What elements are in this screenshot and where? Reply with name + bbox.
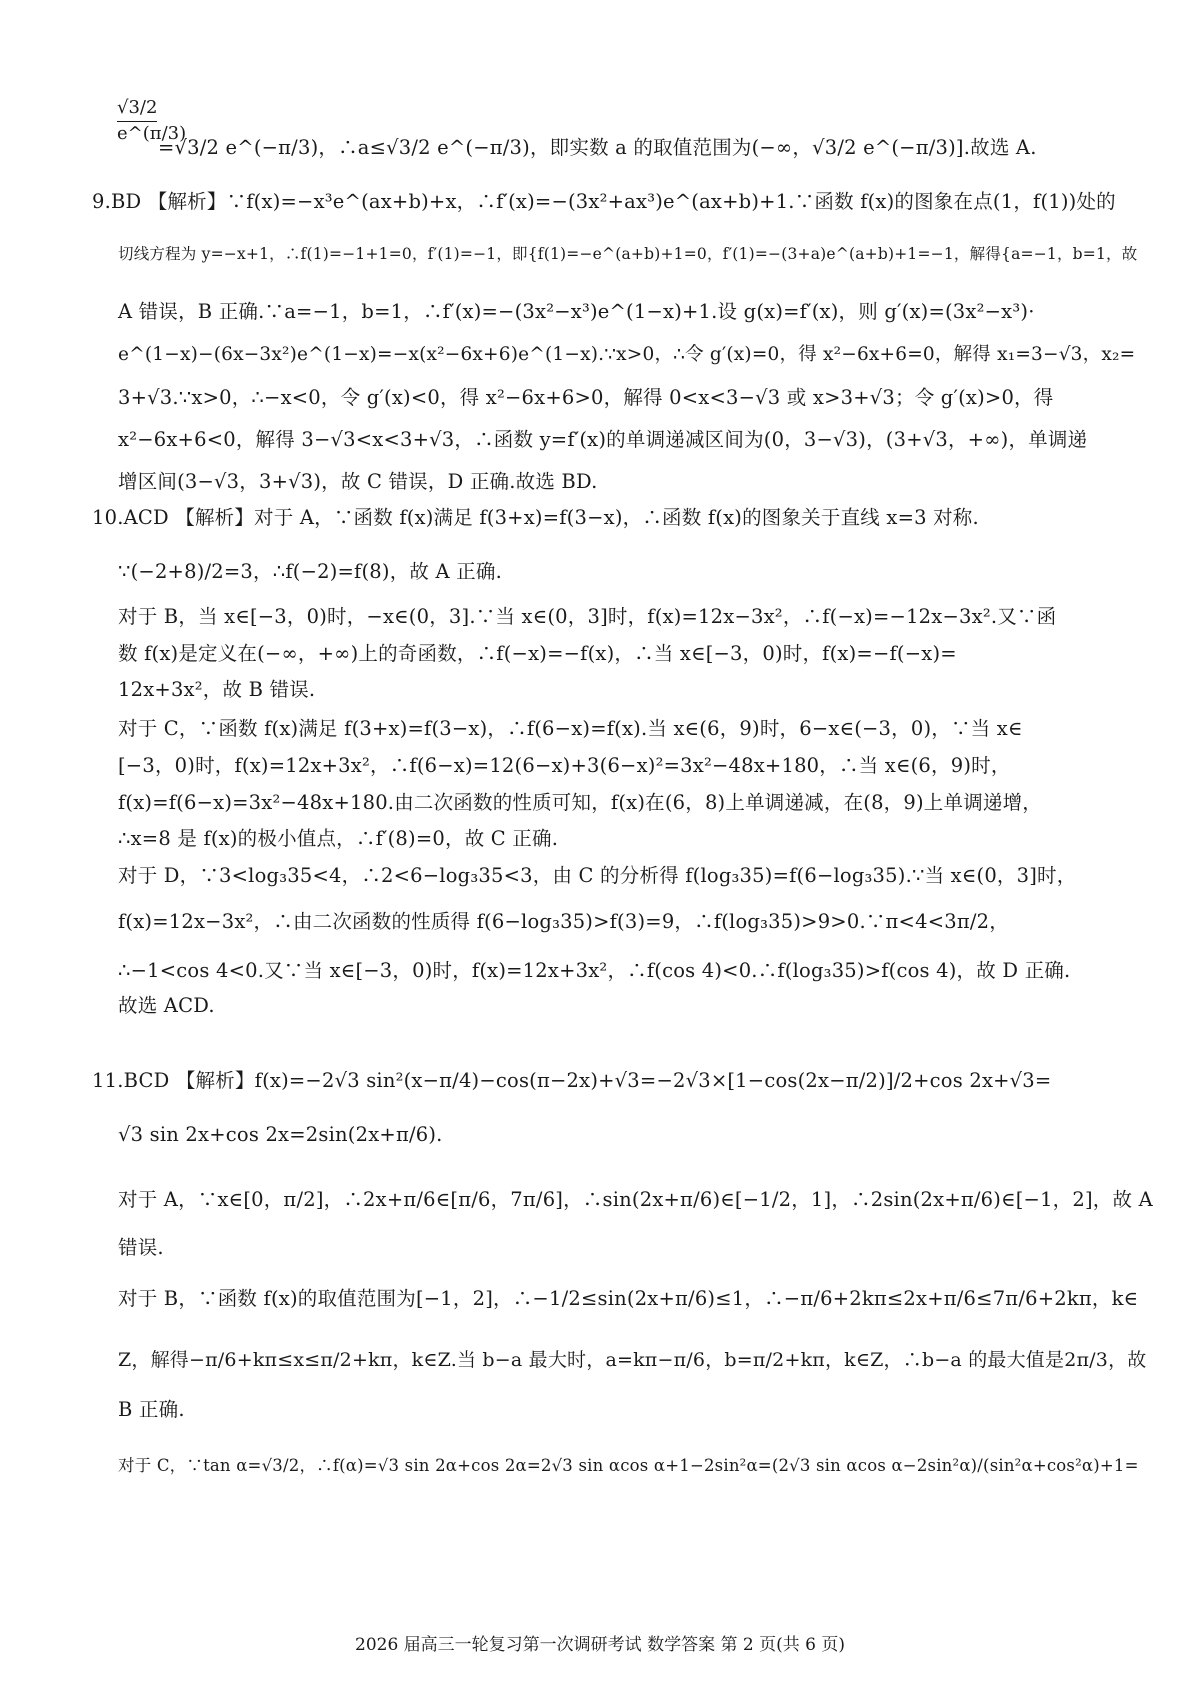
q10-line: f(x)=12x−3x²，∴由二次函数的性质得 f(6−log₃35)>f(3)=9，∴f(log₃35)>9>0.∵π<4<3π/2， [118, 910, 1009, 933]
q11-line: 对于 A，∵x∈[0，π/2]，∴2x+π/6∈[π/6，7π/6]，∴sin(2x+π/6)∈[−1/2，1]，∴2sin(2x+π/6)∈[−1，2]，故 A [118, 1188, 1153, 1211]
q10-line: 10.ACD 【解析】对于 A，∵函数 f(x)满足 f(3+x)=f(3−x)，∴函数 f(x)的图象关于直线 x=3 对称. [92, 506, 979, 529]
q10-line: 数 f(x)是定义在(−∞，+∞)上的奇函数，∴f(−x)=−f(x)，∴当 x∈[−3，0)时，f(x)=−f(−x)= [118, 642, 957, 665]
q10-line: 故选 ACD. [118, 994, 215, 1017]
q10-line: [−3，0)时，f(x)=12x+3x²，∴f(6−x)=12(6−x)+3(6−x)²=3x²−48x+180，∴当 x∈(6，9)时， [118, 754, 1011, 777]
q11-line: 对于 C，∵tan α=√3/2，∴f(α)=√3 sin 2α+cos 2α=2√3 sin αcos α+1−2sin²α=(2√3 sin αcos α−2sin²α)/(sin²α+cos²α)+1= [118, 1456, 1139, 1475]
q9-line: 增区间(3−√3，3+√3)，故 C 错误，D 正确.故选 BD. [118, 470, 598, 493]
q10-line: 对于 C，∵函数 f(x)满足 f(3+x)=f(3−x)，∴f(6−x)=f(x).当 x∈(6，9)时，6−x∈(−3，0)，∵当 x∈ [118, 717, 1023, 740]
q9-line: e^(1−x)−(6x−3x²)e^(1−x)=−x(x²−6x+6)e^(1−x).∵x>0，∴令 g′(x)=0，得 x²−6x+6=0，解得 x₁=3−√3，x₂= [118, 344, 1136, 365]
q10-line: ∴−1<cos 4<0.又∵当 x∈[−3，0)时，f(x)=12x+3x²，∴f(cos 4)<0.∴f(log₃35)>f(cos 4)，故 D 正确. [118, 959, 1071, 982]
q9-line: 9.BD 【解析】∵f(x)=−x³e^(ax+b)+x，∴f′(x)=−(3x²+ax³)e^(ax+b)+1.∵函数 f(x)的图象在点(1，f(1))处的 [92, 190, 1116, 213]
q11-line: B 正确. [118, 1398, 185, 1421]
fraction-bar [117, 121, 157, 122]
q10-line: ∵(−2+8)/2=3，∴f(−2)=f(8)，故 A 正确. [118, 560, 502, 583]
q9-line: A 错误，B 正确.∵a=−1，b=1，∴f′(x)=−(3x²−x³)e^(1−x)+1.设 g(x)=f′(x)，则 g′(x)=(3x²−x³)· [118, 300, 1035, 323]
q11-line: √3 sin 2x+cos 2x=2sin(2x+π/6). [118, 1123, 443, 1146]
q9-line: 3+√3.∵x>0，∴−x<0，令 g′(x)<0，得 x²−6x+6>0，解得 0<x<3−√3 或 x>3+√3；令 g′(x)>0，得 [118, 386, 1054, 409]
q10-line: 对于 D，∵3<log₃35<4，∴2<6−log₃35<3，由 C 的分析得 f(log₃35)=f(6−log₃35).∵当 x∈(0，3]时， [118, 864, 1077, 887]
q11-line: 11.BCD 【解析】f(x)=−2√3 sin²(x−π/4)−cos(π−2x)+√3=−2√3×[1−cos(2x−π/2)]/2+cos 2x+√3= [92, 1069, 1052, 1092]
q10-line: f(x)=f(6−x)=3x²−48x+180.由二次函数的性质可知，f(x)在(6，8)上单调递减，在(8，9)上单调递增， [118, 791, 1042, 814]
q11-line: 对于 B，∵函数 f(x)的取值范围为[−1，2]，∴−1/2≤sin(2x+π/6)≤1，∴−π/6+2kπ≤2x+π/6≤7π/6+2kπ，k∈ [118, 1287, 1139, 1310]
q11-line: Z，解得−π/6+kπ≤x≤π/2+kπ，k∈Z.当 b−a 最大时，a=kπ−π/6，b=π/2+kπ，k∈Z，∴b−a 的最大值是2π/3，故 [118, 1349, 1147, 1371]
q8-fraction [117, 97, 187, 144]
q9-line: x²−6x+6<0，解得 3−√3<x<3+√3，∴函数 y=f′(x)的单调递减区间为(0，3−√3)，(3+√3，+∞)，单调递 [118, 428, 1088, 451]
q8-fraction-denominator: e^(π/3) [117, 122, 187, 144]
q10-line: 12x+3x²，故 B 错误. [118, 678, 316, 701]
q9-line: 切线方程为 y=−x+1，∴f(1)=−1+1=0，f′(1)=−1，即{f(1)=−e^(a+b)+1=0，f′(1)=−(3+a)e^(a+b)+1=−1，解得{a=−1，b=1，故 [118, 245, 1138, 263]
q8-fraction-numerator: √3/2 [117, 97, 158, 118]
q11-line: 错误. [118, 1236, 164, 1259]
q10-line: ∴x=8 是 f(x)的极小值点，∴f′(8)=0，故 C 正确. [118, 827, 559, 850]
page-footer: 2026 届高三一轮复习第一次调研考试 数学答案 第 2 页(共 6 页) [355, 1635, 845, 1655]
q10-line: 对于 B，当 x∈[−3，0)时，−x∈(0，3].∵当 x∈(0，3]时，f(x)=12x−3x²，∴f(−x)=−12x−3x².又∵函 [118, 605, 1057, 628]
q8-tail-line: =√3/2 e^(−π/3)，∴a≤√3/2 e^(−π/3)，即实数 a 的取值范围为(−∞，√3/2 e^(−π/3)].故选 A. [158, 136, 1037, 159]
